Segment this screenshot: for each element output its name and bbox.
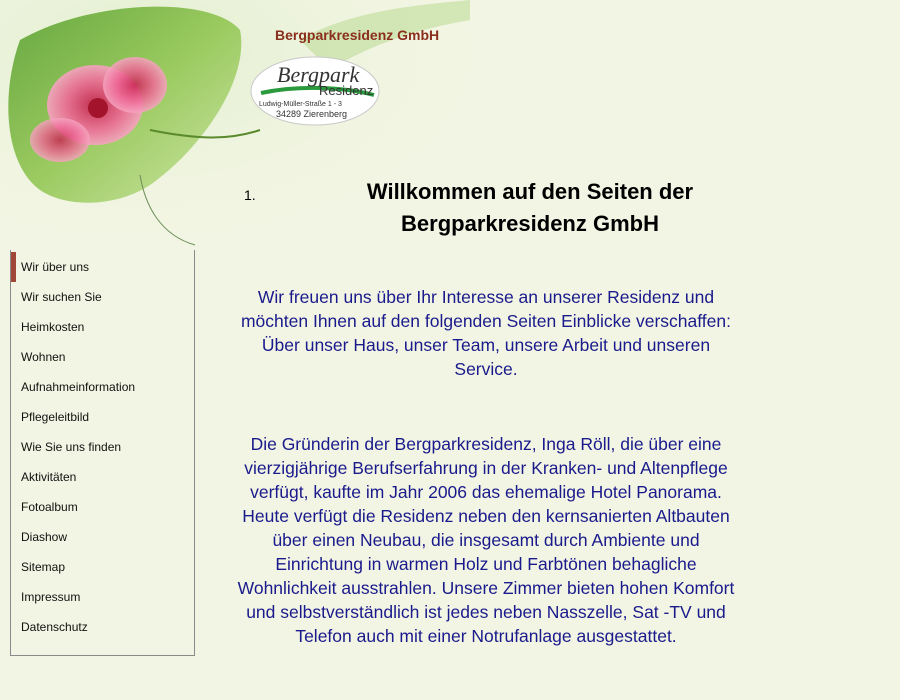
sidebar-item-diashow[interactable]: Diashow bbox=[21, 530, 68, 544]
sidebar-item-wie-sie-uns-finden[interactable]: Wie Sie uns finden bbox=[21, 440, 122, 454]
page-title bbox=[230, 176, 780, 240]
sidebar-item-sitemap[interactable]: Sitemap bbox=[21, 560, 66, 574]
sidebar-item-fotoalbum[interactable]: Fotoalbum bbox=[21, 500, 78, 514]
sidebar-item-heimkosten[interactable]: Heimkosten bbox=[21, 320, 85, 334]
sidebar-nav bbox=[10, 250, 195, 656]
welcome-heading-block bbox=[230, 176, 780, 240]
logo-city: 34289 Zierenberg bbox=[276, 109, 348, 119]
logo-line1: Bergpark bbox=[277, 62, 360, 87]
sidebar-item-wohnen[interactable]: Wohnen bbox=[21, 350, 66, 364]
sidebar-item-pflegeleitbild[interactable]: Pflegeleitbild bbox=[21, 410, 90, 424]
sidebar-item-impressum[interactable]: Impressum bbox=[21, 590, 81, 604]
sidebar-item-datenschutz[interactable]: Datenschutz bbox=[21, 620, 88, 634]
sidebar-item-aufnahmeinformation[interactable]: Aufnahmeinformation bbox=[21, 380, 136, 394]
title-line2: Bergparkresidenz GmbH bbox=[401, 211, 659, 236]
intro-paragraph: Wir freuen uns über Ihr Interesse an unserer Residenz und möchten Ihnen auf den folgenden Seiten Einblicke verschaffen: Über unser Haus, unser Team, unsere Arbeit und unseren Service. bbox=[240, 287, 732, 379]
company-logo[interactable] bbox=[249, 55, 382, 127]
title-line1: Willkommen auf den Seiten der bbox=[366, 179, 694, 204]
history-paragraph: Die Gründerin der Bergparkresidenz, Inga Röll, die über eine vierzigjährige Berufserfahrung in der Kranken- und Altenpflege verfügt, kaufte im Jahr 2006 das ehemalige Hotel Panorama. Heute verfügt die Residenz neben den kernsanierten Altbauten über einen Neubau, die insgesamt durch Ambiente und Einrichtung in warmen Holz und Farbtönen behagliche Wohnlichkeit ausstrahlen. Unsere Zimmer bieten hohen Komfort und selbstverständlich ist jedes neben Nasszelle, Sat -TV und Telefon auch mit einer Notrufanlage ausgestattet. bbox=[237, 434, 735, 646]
logo-line2: Residenz bbox=[319, 83, 374, 98]
sidebar-item-aktivitäten[interactable]: Aktivitäten bbox=[21, 470, 77, 484]
company-name: Bergparkresidenz GmbH bbox=[275, 27, 440, 43]
list-number: 1. bbox=[244, 187, 256, 203]
logo-street: Ludwig-Müller-Straße 1 - 3 bbox=[259, 101, 342, 108]
sidebar-item-wir-über-uns[interactable]: Wir über uns bbox=[11, 252, 194, 282]
sidebar-item-wir-suchen-sie[interactable]: Wir suchen Sie bbox=[21, 290, 102, 304]
